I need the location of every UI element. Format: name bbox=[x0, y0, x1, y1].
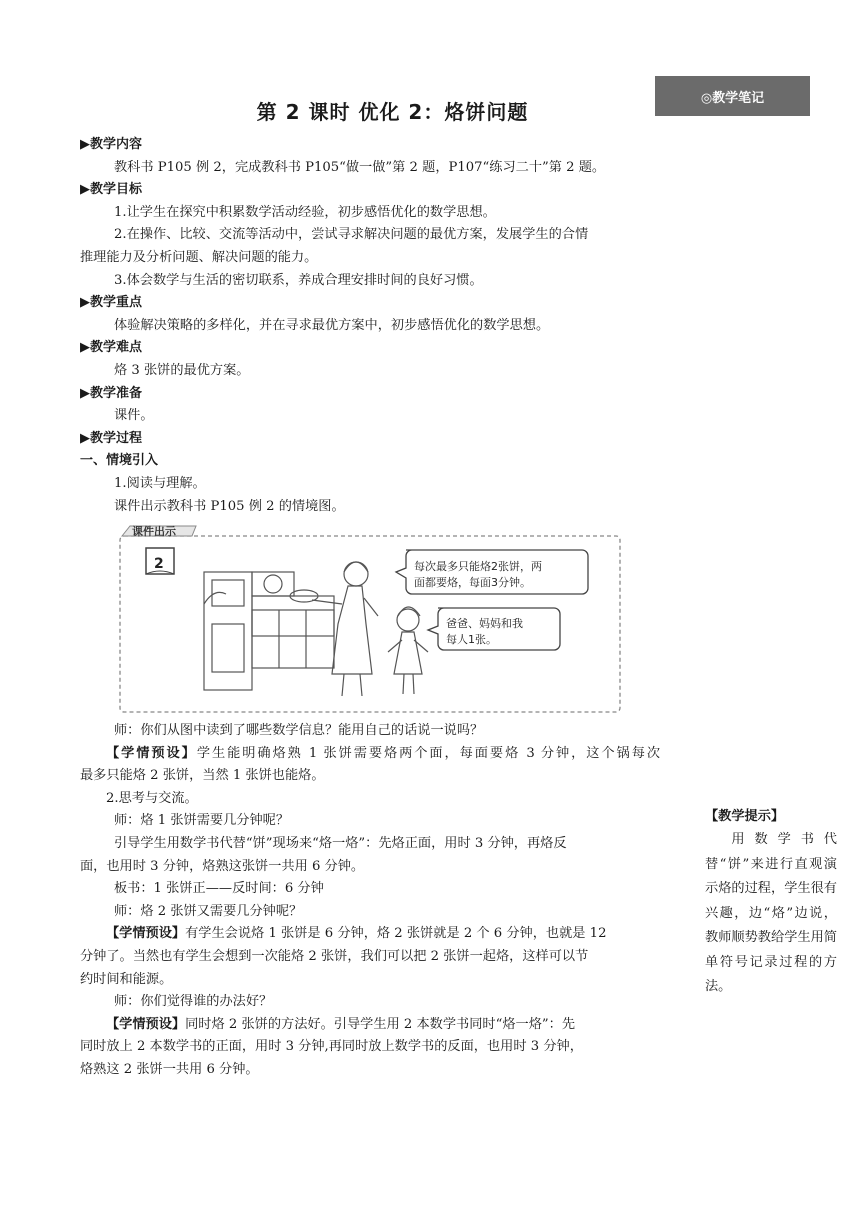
teacher-question-1: 师：你们从图中读到了哪些数学信息？能用自己的话说一说吗？ bbox=[114, 723, 484, 739]
lesson-plan-body bbox=[80, 134, 660, 1082]
preset-1-line-1 bbox=[80, 743, 660, 766]
goal-2-line-1: 2.在操作、比较、交流等活动中，尝试寻求解决问题的最优方案，发展学生的合情 bbox=[114, 227, 589, 243]
section-process-heading: ▶教学过程 bbox=[80, 430, 142, 446]
goal-1: 1.让学生在探究中积累数学活动经验，初步感悟优化的数学思想。 bbox=[114, 204, 496, 220]
guide-1-line-2: 面，也用时 3 分钟，烙熟这张饼一共用 6 分钟。 bbox=[80, 858, 365, 874]
preset-1-text: 学生能明确烙熟 1 张饼需要烙两个面，每面要烙 3 分钟，这个锅每次 bbox=[196, 745, 661, 761]
bubble1-line2: 面都要烙，每面3分钟。 bbox=[414, 576, 531, 590]
bubble2-line2: 每人1张。 bbox=[446, 633, 497, 647]
preset-1-line-2: 最多只能烙 2 张饼，当然 1 张饼也能烙。 bbox=[80, 768, 325, 784]
section-difficulty-heading: ▶教学难点 bbox=[80, 340, 142, 356]
teacher-question-3: 师：烙 2 张饼又需要几分钟呢？ bbox=[114, 903, 303, 919]
kitchen-counter bbox=[204, 572, 334, 690]
section-prep-heading: ▶教学准备 bbox=[80, 385, 142, 401]
preset-3-line-3: 烙熟这 2 张饼一共用 6 分钟。 bbox=[80, 1062, 259, 1077]
goal-2-line-2: 推理能力及分析问题、解决问题的能力。 bbox=[80, 249, 318, 265]
bubble2-line1: 爸爸、妈妈和我 bbox=[446, 617, 523, 631]
teaching-notes-tab: ◎教学笔记 bbox=[655, 76, 810, 116]
teacher-question-4: 师：你们觉得谁的办法好？ bbox=[114, 994, 273, 1010]
preset-2-line-1 bbox=[80, 923, 660, 946]
difficulty-text: 烙 3 张饼的最优方案。 bbox=[114, 362, 250, 378]
example-illustration bbox=[116, 524, 656, 716]
preset-label: 【学情预设】 bbox=[106, 926, 186, 942]
example-number: 2 bbox=[154, 556, 164, 573]
board-writing: 板书：1 张饼正——反时间：6 分钟 bbox=[114, 881, 324, 897]
speech-bubble-mother bbox=[396, 550, 588, 594]
goal-3: 3.体会数学与生活的密切联系，养成合理安排时间的良好习惯。 bbox=[114, 272, 483, 288]
preset-3-text: 同时烙 2 张饼的方法好。引导学生用 2 本数学书同时“烙一烙”：先 bbox=[185, 1016, 576, 1032]
teaching-tip-text: 用数学书代替“饼”来进行直观演示烙的过程，学生很有兴趣，边“烙”边说，教师顺势教给学生用简单符号记录过程的方法。 bbox=[705, 832, 837, 994]
teaching-tip-sidebar bbox=[705, 806, 837, 1000]
preset-2-line-3: 约时间和能源。 bbox=[80, 971, 173, 987]
page-title: 第 2 课时 优化 2：烙饼问题 bbox=[256, 100, 529, 124]
teaching-tip-heading: 【教学提示】 bbox=[705, 809, 785, 824]
bubble1-line1: 每次最多只能烙2张饼，两 bbox=[414, 560, 542, 574]
teacher-question-2: 师：烙 1 张饼需要几分钟呢？ bbox=[114, 813, 290, 829]
step-1-reading: 1.阅读与理解。 bbox=[114, 475, 206, 491]
preset-3-line-2: 同时放上 2 本数学书的正面，用时 3 分钟,再同时放上数学书的反面，也用时 3 分钟， bbox=[80, 1039, 583, 1055]
preset-2-line-2: 分钟了。当然也有学生会想到一次能烙 2 张饼，我们可以把 2 张饼一起烙，这样可以节 bbox=[80, 949, 589, 965]
key-text: 体验解决策略的多样化，并在寻求最优方案中，初步感悟优化的数学思想。 bbox=[114, 317, 550, 333]
section-key-heading: ▶教学重点 bbox=[80, 295, 142, 311]
guide-1-line-1: 引导学生用数学书代替“饼”现场来“烙一烙”：先烙正面，用时 3 分钟，再烙反 bbox=[114, 836, 567, 852]
section-content-heading: ▶教学内容 bbox=[80, 137, 142, 152]
content-text: 教科书 P105 例 2，完成教科书 P105“做一做”第 2 题，P107“练习二十”第 2 题。 bbox=[114, 159, 606, 175]
section-goals-heading: ▶教学目标 bbox=[80, 182, 142, 198]
preset-label: 【学情预设】 bbox=[106, 1016, 186, 1032]
part-1-heading: 一、情境引入 bbox=[80, 453, 159, 469]
courseware-tag: 课件出示 bbox=[132, 525, 176, 539]
step-2-thinking: 2.思考与交流。 bbox=[106, 790, 198, 806]
preset-label: 【学情预设】 bbox=[106, 745, 197, 761]
kitchen-scene bbox=[116, 524, 656, 716]
courseware-intro: 课件出示教科书 P105 例 2 的情境图。 bbox=[114, 498, 345, 514]
prep-text: 课件。 bbox=[114, 408, 154, 424]
preset-2-text: 有学生会说烙 1 张饼是 6 分钟，烙 2 张饼就是 2 个 6 分钟，也就是 12 bbox=[185, 926, 607, 942]
daughter-figure bbox=[388, 607, 428, 694]
speech-bubble-daughter bbox=[428, 608, 560, 650]
preset-3-line-1 bbox=[80, 1014, 660, 1037]
